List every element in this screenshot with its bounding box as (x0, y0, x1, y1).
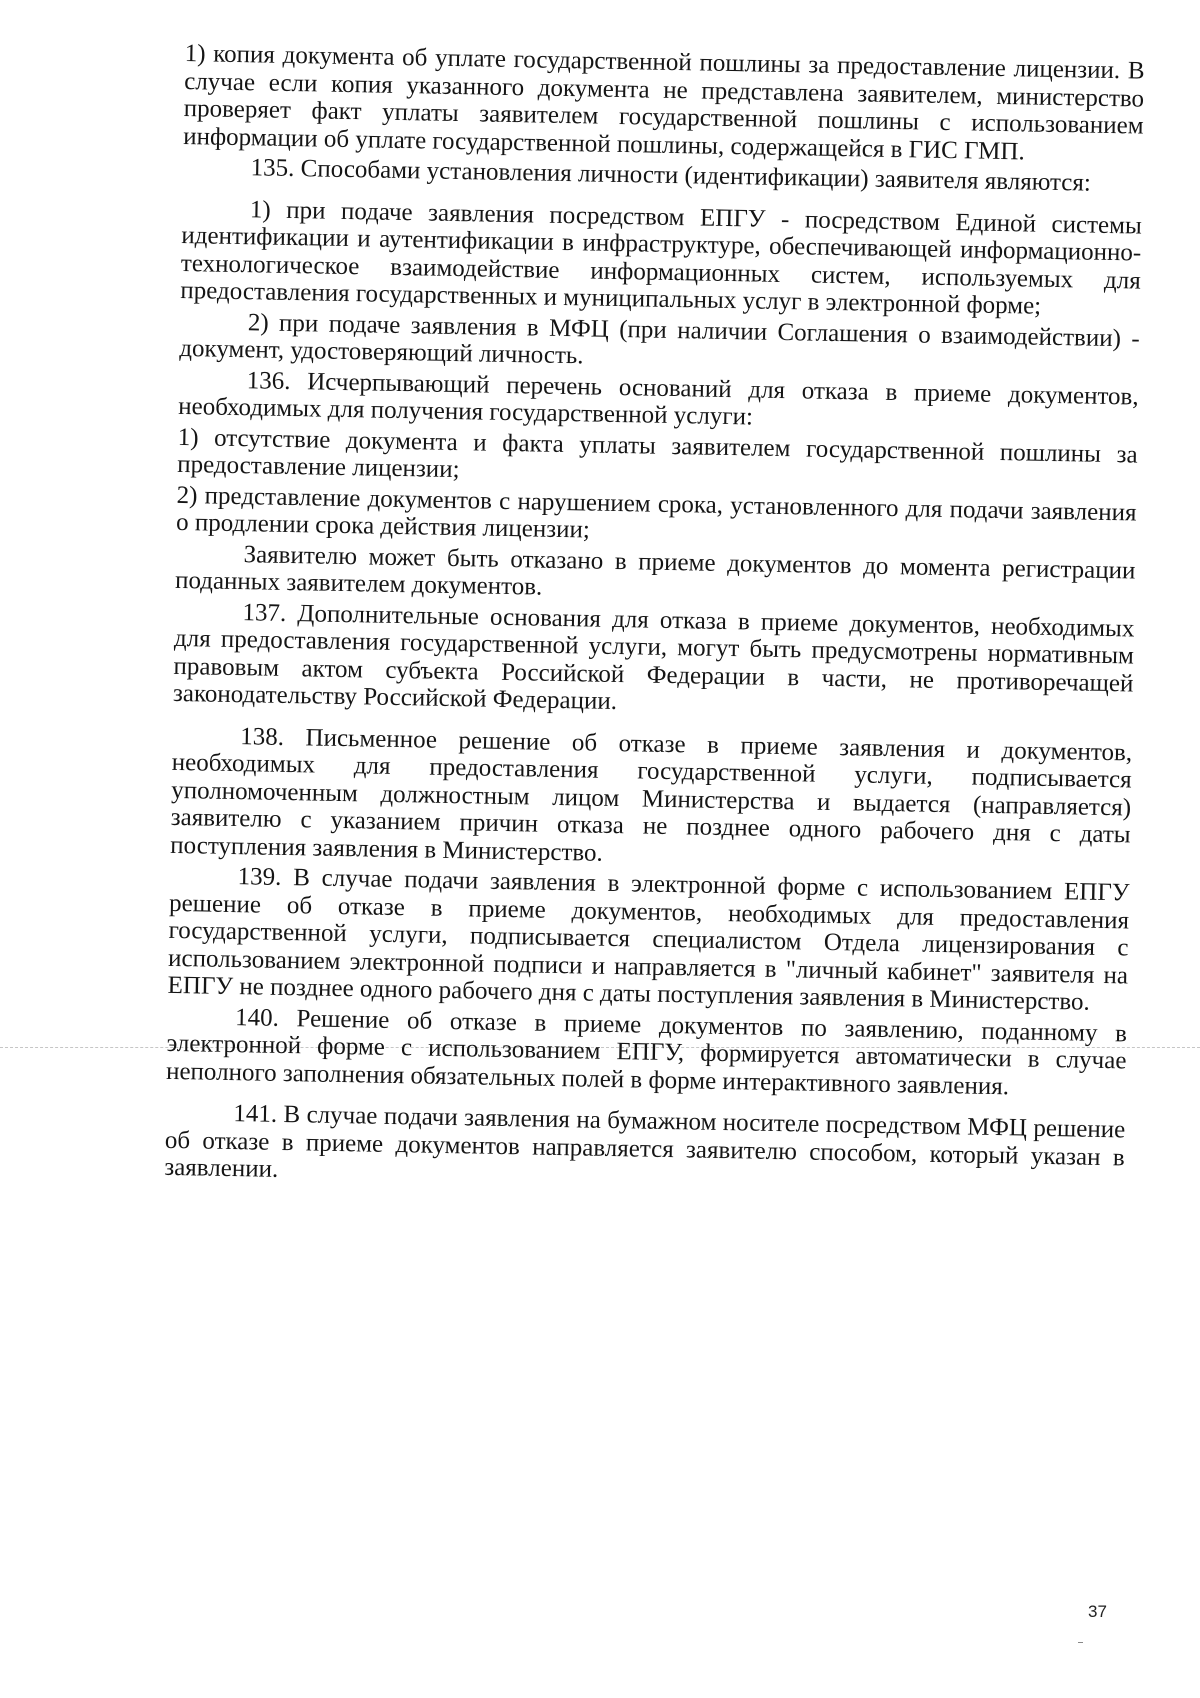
paragraph-135-item-2: 2) при подаче заявления в МФЦ (при наличии Соглашения о взаимодействии) - документ, удостоверяющий личность. (179, 308, 1140, 370)
paragraph-refusal-note: Заявителю может быть отказано в приеме документов до момента регистрации поданных заявителем документов. (174, 540, 1136, 601)
paragraph-136: 136. Исчерпывающий перечень оснований для отказа в приеме документов, необходимых для получения государственной услуги: (178, 366, 1139, 431)
paragraph-137: 137. Дополнительные основания для отказа в приеме документов, необходимых для предоставления государственной услуги, могут быть предусмотрены нормативным правовым актом субъекта Российской Федерации в части, не противоречащей законодательству Российской Федерации. (172, 598, 1135, 716)
paragraph-138: 138. Письменное решение об отказе в приеме заявления и документов, необходимых для предоставления государственной услуги, подписывается уполномоченным должностным лицом Министерства и выдается (направляется) заявителю с указанием причин отказа не позднее одного рабочего дня с даты поступления заявления в Министерство. (170, 722, 1133, 867)
page-number: 37 (1088, 1602, 1107, 1621)
paragraph-fee-copy: 1) копия документа об уплате государственной пошлины за предоставление лицензии. В случае если копия указанного документа не представлена заявителем, министерство проверяет факт уплаты заявителем государственной пошлины с использованием информации об уплате государственной пошлины, содержащейся в ГИС ГМП. (182, 40, 1145, 165)
paragraph-139: 139. В случае подачи заявления в электронной форме с использованием ЕПГУ решение об отказе в приеме документов, необходимых для предоставления государственной услуги, подписывается специалистом Отдела лицензирования с использованием электронной подписи и направляется в "личный кабинет" заявителя на ЕПГУ не позднее одного рабочего дня с даты поступления заявления в Министерство. (167, 863, 1130, 1016)
paragraph-140: 140. Решение об отказе в приеме документов по заявлению, поданному в электронной форме с использованием ЕПГУ, формируется автоматически в случае неполного заполнения обязательных полей в форме интерактивного заявления. (165, 1003, 1128, 1100)
paragraph-135-item-1: 1) при подаче заявления посредством ЕПГУ - посредством Единой системы идентификации и аутентификации в инфраструктуре, обеспечивающей информационно-технологическое взаимодействие информационных систем, используемых для предоставления государственных и муниципальных услуг в электронной форме; (180, 195, 1143, 320)
paragraph-136-item-1: 1) отсутствие документа и факта уплаты заявителем государственной пошлины за предоставление лицензии; (176, 423, 1138, 484)
paragraph-141: 141. В случае подачи заявления на бумажном носителе посредством МФЦ решение об отказе в приеме документов направляется заявителю способом, который указан в заявлении. (164, 1100, 1126, 1183)
scan-artifact-dot (1078, 1642, 1083, 1643)
paragraph-136-item-2: 2) представление документов с нарушением срока, установленного для подачи заявления о продлении срока действия лицензии; (175, 481, 1137, 544)
document-body (164, 40, 1145, 1199)
paragraph-135: 135. Способами установления личности (идентификации) заявителя являются: (250, 154, 1092, 197)
